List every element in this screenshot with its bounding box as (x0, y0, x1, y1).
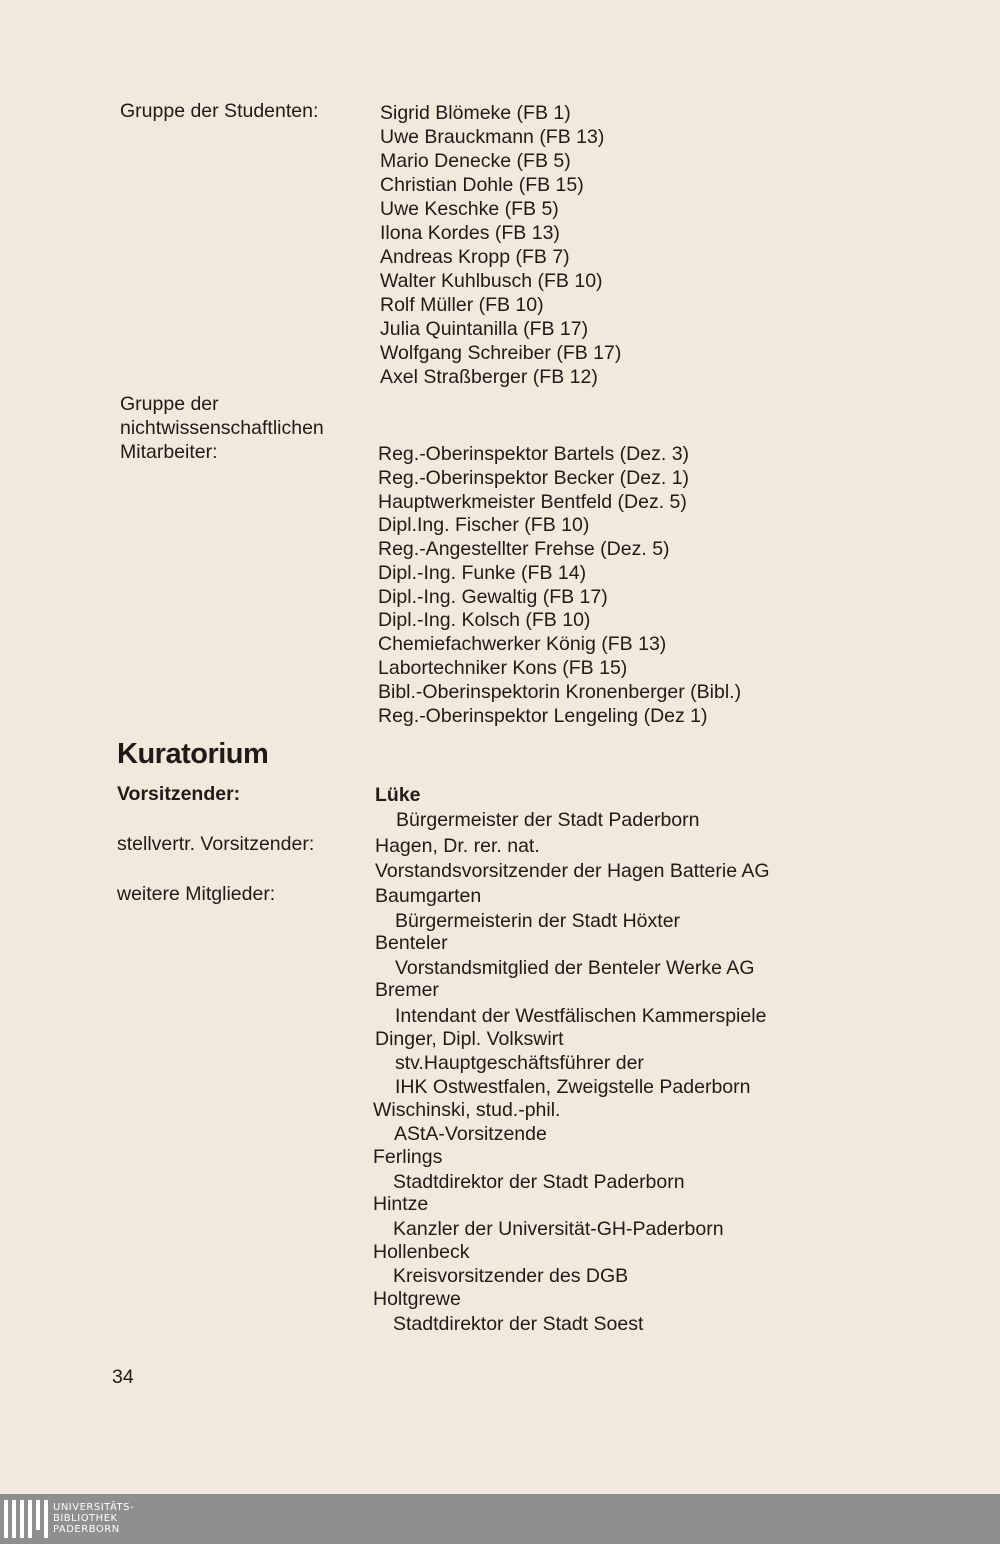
kuratorium-role: Vorstandsvorsitzender der Hagen Batterie AG (375, 860, 770, 882)
mitarbeiter-member: Dipl.Ing. Fischer (FB 10) (378, 514, 590, 536)
kuratorium-role: Kanzler der Universität-GH-Paderborn (393, 1218, 724, 1240)
kuratorium-name: Benteler (375, 932, 448, 954)
kuratorium-role: Stadtdirektor der Stadt Paderborn (393, 1171, 685, 1193)
studenten-member: Mario Denecke (FB 5) (380, 150, 571, 172)
kuratorium-role: Bürgermeister der Stadt Paderborn (396, 809, 700, 831)
mitarbeiter-member: Dipl.-Ing. Gewaltig (FB 17) (378, 586, 608, 608)
studenten-member: Uwe Keschke (FB 5) (380, 198, 559, 220)
kuratorium-role: Kreisvorsitzender des DGB (393, 1265, 629, 1287)
mitarbeiter-member: Dipl.-Ing. Funke (FB 14) (378, 562, 587, 584)
kuratorium-name: Hagen, Dr. rer. nat. (375, 835, 540, 857)
mitarbeiter-member: Hauptwerkmeister Bentfeld (Dez. 5) (378, 491, 687, 513)
kuratorium-name: Lüke (375, 784, 421, 806)
kuratorium-name: Hintze (373, 1193, 429, 1215)
studenten-member: Axel Straßberger (FB 12) (380, 366, 598, 388)
studenten-member: Uwe Brauckmann (FB 13) (380, 126, 605, 148)
mitarbeiter-member: Chemiefachwerker König (FB 13) (378, 633, 667, 655)
studenten-member: Andreas Kropp (FB 7) (380, 246, 570, 268)
mitarbeiter-member: Dipl.-Ing. Kolsch (FB 10) (378, 609, 591, 631)
library-footer (0, 1494, 1000, 1544)
studenten-member: Walter Kuhlbusch (FB 10) (380, 270, 603, 292)
kuratorium-name: Hollenbeck (373, 1241, 470, 1263)
library-logo-icon (4, 1500, 48, 1538)
studenten-member: Sigrid Blömeke (FB 1) (380, 102, 571, 124)
kuratorium-role: Intendant der Westfälischen Kammerspiele (395, 1005, 767, 1027)
kuratorium-name: Dinger, Dipl. Volkswirt (375, 1028, 564, 1050)
kuratorium-name: Bremer (375, 979, 439, 1001)
mitarbeiter-member: Labortechniker Kons (FB 15) (378, 657, 628, 679)
studenten-label: Gruppe der Studenten: (120, 100, 319, 122)
kuratorium-role: Bürgermeisterin der Stadt Höxter (395, 910, 681, 932)
mitarbeiter-member: Bibl.-Oberinspektorin Kronenberger (Bibl.) (378, 681, 742, 703)
vorsitzender-label: Vorsitzender: (117, 783, 241, 805)
kuratorium-heading: Kuratorium (117, 738, 269, 770)
studenten-member: Christian Dohle (FB 15) (380, 174, 584, 196)
mitarbeiter-member: Reg.-Oberinspektor Lengeling (Dez 1) (378, 705, 708, 727)
mitarbeiter-label: Mitarbeiter: (120, 441, 218, 463)
kuratorium-name: Wischinski, stud.-phil. (373, 1099, 561, 1121)
kuratorium-role: Stadtdirektor der Stadt Soest (393, 1313, 644, 1335)
mitarbeiter-member: Reg.-Oberinspektor Bartels (Dez. 3) (378, 443, 690, 465)
studenten-member: Rolf Müller (FB 10) (380, 294, 544, 316)
mitarbeiter-label: Gruppe der (120, 393, 219, 415)
mitarbeiter-member: Reg.-Angestellter Frehse (Dez. 5) (378, 538, 670, 560)
kuratorium-name: Baumgarten (375, 885, 482, 907)
kuratorium-name: Ferlings (373, 1146, 443, 1168)
page-number: 34 (112, 1366, 134, 1388)
studenten-member: Julia Quintanilla (FB 17) (380, 318, 589, 340)
mitarbeiter-member: Reg.-Oberinspektor Becker (Dez. 1) (378, 467, 690, 489)
kuratorium-role: IHK Ostwestfalen, Zweigstelle Paderborn (395, 1076, 751, 1098)
studenten-member: Wolfgang Schreiber (FB 17) (380, 342, 622, 364)
stellvertr-label: stellvertr. Vorsitzender: (117, 833, 315, 855)
kuratorium-role: stv.Hauptgeschäftsführer der (395, 1052, 644, 1074)
mitarbeiter-label: nichtwissenschaftlichen (120, 417, 324, 439)
library-logo-text: UNIVERSITÄTS- BIBLIOTHEK PADERBORN (53, 1502, 135, 1535)
studenten-member: Ilona Kordes (FB 13) (380, 222, 560, 244)
weitere-label: weitere Mitglieder: (117, 883, 276, 905)
kuratorium-name: Holtgrewe (373, 1288, 461, 1310)
kuratorium-role: Vorstandsmitglied der Benteler Werke AG (395, 957, 755, 979)
kuratorium-role: AStA-Vorsitzende (394, 1123, 547, 1145)
